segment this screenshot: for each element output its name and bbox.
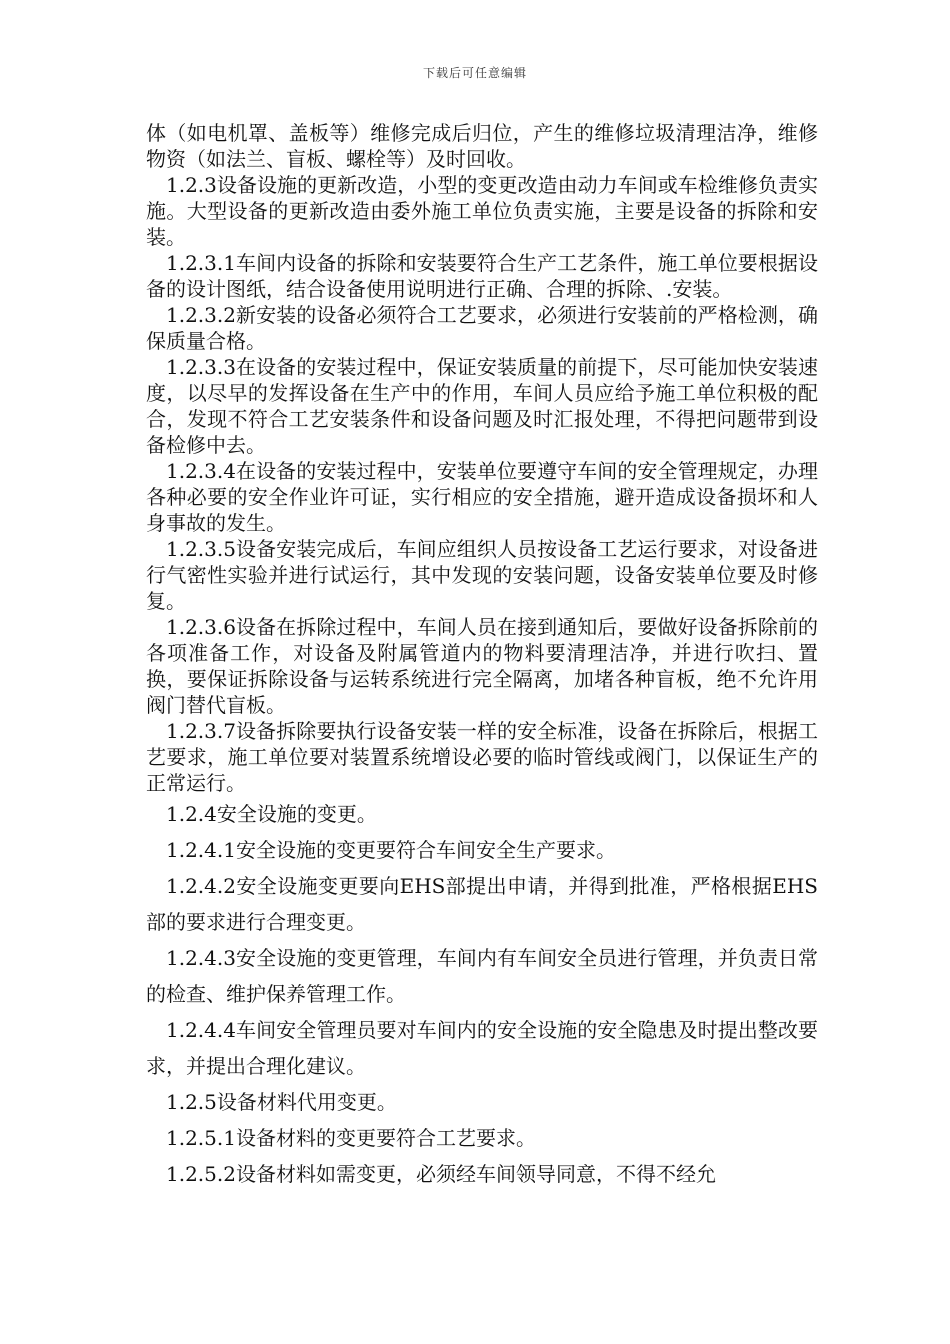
paragraph-1-2-3-2: 1.2.3.2新安装的设备必须符合工艺要求，必须进行安装前的严格检测，确保质量合格。 [146, 303, 818, 353]
page-header: 下载后可任意编辑 [422, 66, 527, 80]
paragraph-continuation: 体（如电机罩、盖板等）维修完成后归位，产生的维修垃圾清理洁净，维修物资（如法兰、盲板、螺栓等）及时回收。 [146, 121, 818, 171]
paragraph-1-2-3-7: 1.2.3.7设备拆除要执行设备安装一样的安全标准，设备在拆除后，根据工艺要求，施工单位要对装置系统增设必要的临时管线或阀门，以保证生产的正常运行。 [146, 719, 818, 795]
paragraph-1-2-4-4: 1.2.4.4车间安全管理员要对车间内的安全设施的安全隐患及时提出整改要求，并提出合理化建议。 [146, 1018, 818, 1078]
paragraph-1-2-3-4: 1.2.3.4在设备的安装过程中，安装单位要遵守车间的安全管理规定，办理各种必要的安全作业许可证，实行相应的安全措施，避开造成设备损坏和人身事故的发生。 [146, 459, 818, 535]
paragraph-1-2-3-1: 1.2.3.1车间内设备的拆除和安装要符合生产工艺条件，施工单位要根据设备的设计图纸，结合设备使用说明进行正确、合理的拆除、.安装。 [146, 251, 818, 301]
paragraph-1-2-4-3: 1.2.4.3安全设施的变更管理，车间内有车间安全员进行管理，并负责日常的检查、维护保养管理工作。 [146, 946, 818, 1006]
paragraph-1-2-3-3: 1.2.3.3在设备的安装过程中，保证安装质量的前提下，尽可能加快安装速度，以尽早的发挥设备在生产中的作用，车间人员应给予施工单位积极的配合，发现不符合工艺安装条件和设备问题及时汇报处理，不得把问题带到设备检修中去。 [146, 355, 818, 457]
paragraph-1-2-5-1: 1.2.5.1设备材料的变更要符合工艺要求。 [166, 1126, 536, 1150]
paragraph-1-2-4-1: 1.2.4.1安全设施的变更要符合车间安全生产要求。 [166, 838, 616, 862]
paragraph-1-2-3-5: 1.2.3.5设备安装完成后，车间应组织人员按设备工艺运行要求，对设备进行气密性实验并进行试运行，其中发现的安装问题，设备安装单位要及时修复。 [146, 537, 818, 613]
paragraph-1-2-4: 1.2.4安全设施的变更。 [166, 802, 377, 826]
paragraph-1-2-5: 1.2.5设备材料代用变更。 [166, 1090, 397, 1114]
paragraph-1-2-3: 1.2.3设备设施的更新改造，小型的变更改造由动力车间或车检维修负责实施。大型设备的更新改造由委外施工单位负责实施，主要是设备的拆除和安装。 [146, 173, 818, 249]
document-body [146, 120, 818, 1192]
paragraph-1-2-4-2: 1.2.4.2安全设施变更要向EHS部提出申请，并得到批准，严格根据EHS部的要求进行合理变更。 [146, 874, 818, 934]
paragraph-1-2-3-6: 1.2.3.6设备在拆除过程中，车间人员在接到通知后，要做好设备拆除前的各项准备工作，对设备及附属管道内的物料要清理洁净，并进行吹扫、置换，要保证拆除设备与运转系统进行完全隔离，加堵各种盲板，绝不允许用阀门替代盲板。 [146, 615, 818, 717]
paragraph-1-2-5-2: 1.2.5.2设备材料如需变更，必须经车间领导同意，不得不经允 [166, 1162, 716, 1186]
